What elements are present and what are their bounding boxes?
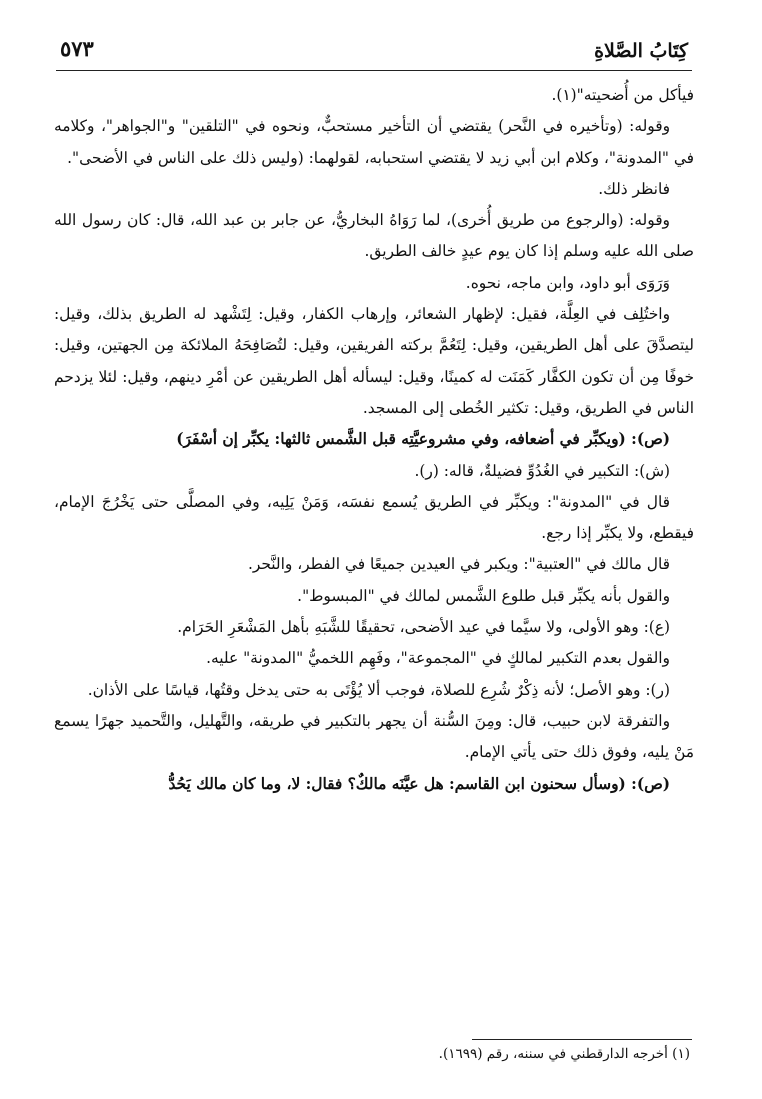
paragraph: (ر): وهو الأصل؛ لأنه ذِكْرٌ شُرِع للصلاة، فوجب ألا يُؤْتَى به حتى يدخل وقتُها، قياسًا على الأذان. [87, 680, 670, 699]
paragraph: وَرَوَى أبو داود، وابن ماجه، نحوه. [465, 273, 670, 292]
paragraph: والقول بعدم التكبير لمالكٍ في "المجموعة"، وفَهِم اللخميُّ "المدونة" عليه. [206, 649, 670, 668]
paragraph: (ع): وهو الأولى، ولا سيَّما في عيد الأضحى، تحقيقًا للشَّبَهِ بأهل المَشْعَرِ الحَرَام. [177, 618, 670, 637]
footnote: (١) أخرجه الدارقطني في سننه، رقم (١٦٩٩). [438, 1046, 690, 1062]
paragraph: وقوله: (والرجوع من طريق أُخرى)، لما رَوَاهُ البخاريُّ، عن جابر بن عبد الله، قال: كان رسول الله صلى الله عليه وسلم إذا كان يوم عيدٍ خالف الطريق. [54, 211, 694, 261]
paragraph: فانظر ذلك. [598, 179, 670, 198]
running-header-title: كِتَابُ الصَّلاةِ [594, 40, 688, 62]
paragraph: واختُلِف في العِلَّة، فقيل: لإظهار الشعائر، وإرهاب الكفار، وقيل: لِتَشْهد له الطريق بذلك، وقيل: ليتصدَّقَ على أهل الطريقين، وقيل: لِتَعُمَّ بركته الفريقين، وقيل: لتُصَافِحَهُ الملائكة مِن الجهتين، وقيل: خوفًا مِن أن تكون الكفَّار كَمَنَت له كمينًا، وقيل: ليسأله أهل الطريقين عن أمْرِ دينهم، وقيل: لئلا يزدحم الناس في الطريق، وقيل: تكثير الخُطى إلى المسجد. [54, 305, 694, 417]
paragraph: والقول بأنه يكبِّر قبل طلوع الشَّمس لمالك في "المبسوط". [297, 586, 670, 605]
paragraph: (ش): التكبير في الغُدُوِّ فضيلةٌ، قاله: (ر). [414, 461, 670, 480]
main-text [54, 80, 694, 800]
paragraph: قال في "المدونة": ويكبِّر في الطريق يُسمع نفسَه، وَمَنْ يَلِيه، وفي المصلَّى حتى يَخْرُجَ الإمام، فيقطع، ولا يكبِّر إذا رجع. [54, 492, 694, 543]
footnote-rule [472, 1039, 692, 1040]
paragraph: والتفرقة لابن حبيب، قال: ومِنَ السُّنة أن يجهر بالتكبير في طريقه، والتَّهليل، والتَّحميد جهرًا يسمع مَنْ يليه، وفوق ذلك حتى يأتي الإمام. [54, 711, 694, 762]
paragraph: فيأكل من أُضحيته"(١). [551, 86, 694, 104]
matn-quote: (ص): (وسأل سحنون ابن القاسم: هل عيَّنَه مالكٌ؟ فقال: لا، وما كان مالك يَحُدُّ [168, 774, 670, 793]
paragraph: وقوله: (وتأخيره في النَّحر) يقتضي أن التأخير مستحبٌّ، ونحوه في "التلقين" و"الجواهر"، وكلامه في "المدونة"، وكلام ابن أبي زيد لا يقتضي استحبابه، لقولهما: (وليس ذلك على الناس في الأضحى". [54, 117, 694, 167]
header-rule [56, 70, 692, 71]
page-number: ٥٧٣ [60, 36, 94, 61]
paragraph: قال مالك في "العتبية": ويكبر في العيدين جميعًا في الفطر، والنَّحر. [247, 555, 670, 574]
matn-quote: (ص): (ويكبِّر في أضعافه، وفي مشروعيَّتِه قبل الشَّمس ثالثها: يكبِّر إن أسْفَرَ) [176, 430, 670, 449]
